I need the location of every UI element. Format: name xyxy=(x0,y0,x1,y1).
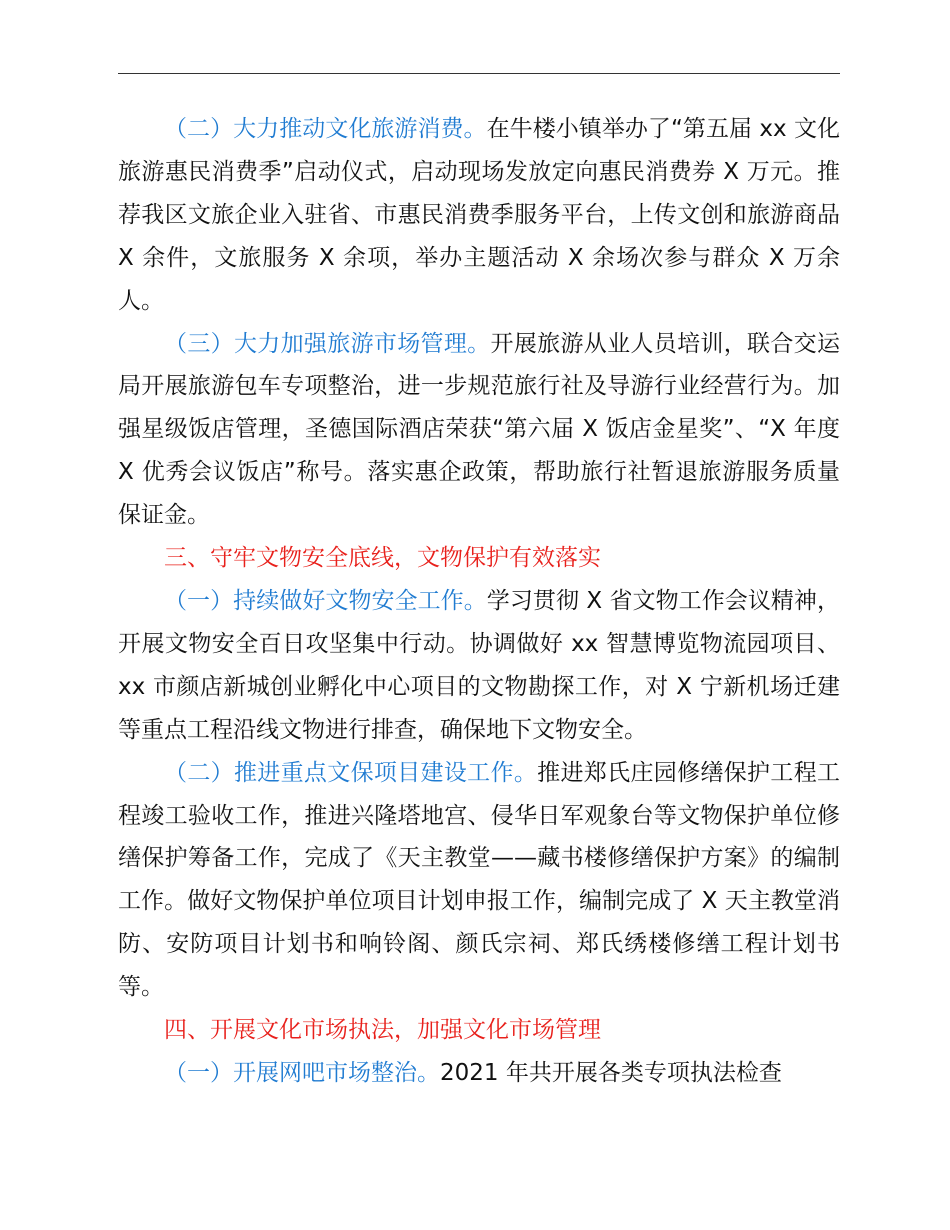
paragraph-consumption xyxy=(118,108,840,323)
section-heading-relics: 三、守牢文物安全底线，文物保护有效落实 xyxy=(164,545,601,572)
paragraph-relic-safety xyxy=(118,580,840,752)
item-title: （一）持续做好文物安全工作。 xyxy=(164,587,487,614)
paragraph-tourism-market xyxy=(118,323,840,538)
item-title: （三）大力加强旅游市场管理。 xyxy=(164,330,491,357)
paragraph-protection-projects xyxy=(118,752,840,1009)
item-body: 2021 年共开展各类专项执法检查 xyxy=(440,1059,782,1086)
item-title: （二）推进重点文保项目建设工作。 xyxy=(164,759,538,786)
header-rule xyxy=(118,73,840,74)
item-body: 开展旅游从业人员培训，联合交运局开展旅游包车专项整治，进一步规范旅行社及导游行业经营行为。加强星级饭店管理，圣德国际酒店荣获“第六届 X 饭店金星奖”、“X 年度 X 优秀会议饭店”称号。落实惠企政策，帮助旅行社暂退旅游服务质量保证金。 xyxy=(118,330,841,529)
item-title: （二）大力推动文化旅游消费。 xyxy=(164,116,487,142)
item-body: 学习贯彻 X 省文物工作会议精神，开展文物安全百日攻坚集中行动。协调做好 xx 智慧博览物流园项目、xx 市颜店新城创业孵化中心项目的文物勘探工作，对 X 宁新机场迁建等重点工程沿线文物进行排查，确保地下文物安全。 xyxy=(118,587,840,743)
document-body xyxy=(118,108,840,1095)
paragraph-internet-cafe xyxy=(118,1052,840,1095)
item-title: （一）开展网吧市场整治。 xyxy=(164,1059,440,1086)
item-body: 推进郑氏庄园修缮保护工程工程竣工验收工作，推进兴隆塔地宫、侵华日军观象台等文物保护单位修缮保护筹备工作，完成了《天主教堂——藏书楼修缮保护方案》的编制工作。做好文物保护单位项目计划申报工作，编制完成了 X 天主教堂消防、安防项目计划书和响铃阁、颜氏宗祠、郑氏绣楼修缮工程计划书等。 xyxy=(118,759,841,1001)
section-heading-market: 四、开展文化市场执法，加强文化市场管理 xyxy=(164,1017,601,1044)
item-body: 在牛楼小镇举办了“第五届 xx 文化旅游惠民消费季”启动仪式，启动现场发放定向惠民消费券 X 万元。推荐我区文旅企业入驻省、市惠民消费季服务平台，上传文创和旅游商品 X 余件，文旅服务 X 余项，举办主题活动 X 余场次参与群众 X 万余人。 xyxy=(118,116,841,314)
